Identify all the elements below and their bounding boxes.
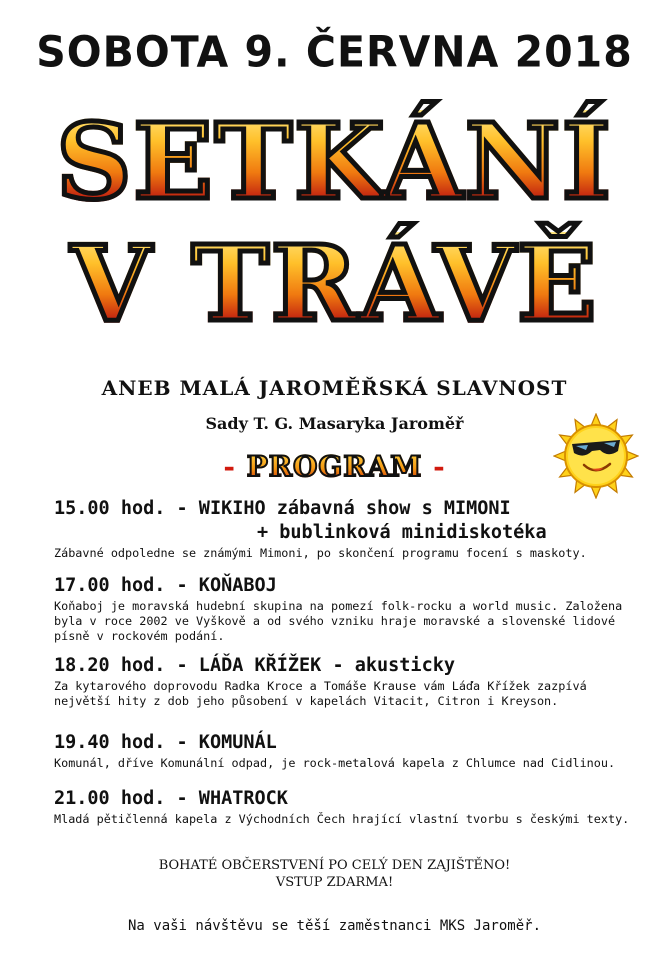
title-line-2: V TRÁVĚ bbox=[0, 232, 669, 336]
footer-invitation: Na vaši návštěvu se těší zaměstnanci MKS Jaroměř. bbox=[127, 918, 541, 934]
program-item bbox=[54, 787, 644, 827]
refreshments-note: BOHATÉ OBČERSTVENÍ PO CELÝ DEN ZAJIŠTĚNO! bbox=[158, 858, 511, 873]
program-item-heading bbox=[54, 497, 644, 521]
notice bbox=[0, 857, 669, 891]
program-item-description: Zábavné odpoledne se známými Mimoni, po skončení programu focení s maskoty. bbox=[54, 546, 587, 560]
program-item-name: - KOMUNÁL bbox=[176, 732, 277, 753]
program-item-time: 21.00 hod. bbox=[54, 788, 166, 809]
program-item-time: 17.00 hod. bbox=[54, 575, 166, 596]
program-item-heading bbox=[54, 574, 644, 598]
program-item-time: 18.20 hod. bbox=[54, 655, 166, 676]
free-entry-note: VSTUP ZDARMA! bbox=[275, 875, 394, 890]
program-item-description: Komunál, dříve Komunální odpad, je rock-metalová kapela z Chlumce nad Cidlinou. bbox=[54, 756, 616, 770]
program-item-name-2: + bublinková minidiskotéka bbox=[257, 522, 547, 543]
program-dash-left: - bbox=[223, 450, 236, 483]
program-item bbox=[54, 654, 644, 709]
program-item-heading bbox=[54, 787, 644, 811]
program-dash-right: - bbox=[433, 450, 446, 483]
event-date: SOBOTA 9. ČERVNA 2018 bbox=[36, 26, 633, 78]
program-item-heading bbox=[54, 654, 644, 678]
venue: Sady T. G. Masaryka Jaroměř bbox=[205, 414, 464, 433]
program-item-name: - LÁĎA KŘÍŽEK - akusticky bbox=[176, 655, 455, 676]
title-line-1: SETKÁNÍ bbox=[0, 110, 669, 214]
program-label: PROGRAM bbox=[246, 450, 423, 483]
program-item bbox=[54, 574, 644, 644]
program-item-description: Za kytarového doprovodu Radka Kroce a Tomáše Krause vám Láďa Křížek zazpívá největší hity z dob jeho působení v kapelách Vitacit, Citron i Kreyson. bbox=[54, 679, 587, 708]
program-item-name: - WHATROCK bbox=[176, 788, 288, 809]
program-item-time: 15.00 hod. bbox=[54, 498, 166, 519]
program-item-description: Mladá pětičlenná kapela z Východních Čech hrající vlastní tvorbu s českými texty. bbox=[54, 812, 630, 826]
program-item-description: Koňaboj je moravská hudební skupina na pomezí folk-rocku a world music. Založena byla v roce 2002 ve Vyškově a od svého vzniku hraje moravské a slovenské lidové písně v rockovém podání. bbox=[54, 599, 623, 643]
sun-with-sunglasses-icon bbox=[553, 413, 639, 499]
program-item bbox=[54, 497, 644, 561]
program-item-heading bbox=[54, 731, 644, 755]
program-item-name: - WIKIHO zábavná show s MIMONI bbox=[176, 498, 511, 519]
program-item-name: - KOŇABOJ bbox=[176, 575, 277, 596]
subtitle: ANEB MALÁ JAROMĚŘSKÁ SLAVNOST bbox=[101, 376, 568, 400]
program-item-time: 19.40 hod. bbox=[54, 732, 166, 753]
program-item bbox=[54, 731, 644, 771]
